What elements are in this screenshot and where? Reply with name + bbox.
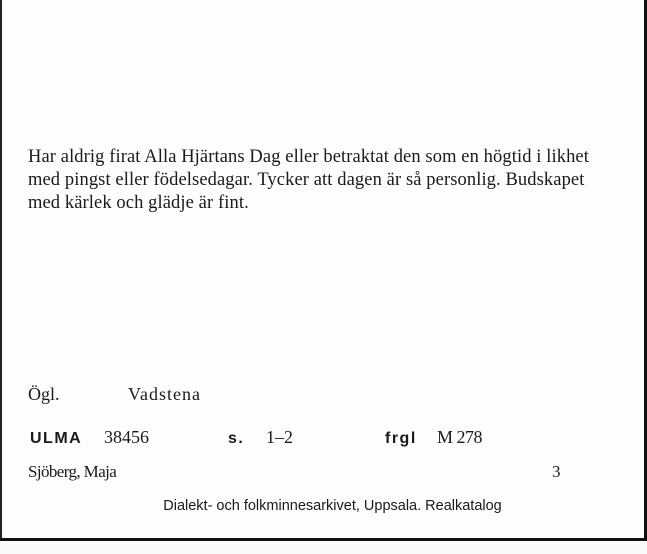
frgl-value: M 278 (437, 427, 483, 447)
archive-footer-text: Dialekt- och folkminnesarkivet, Uppsala. Realkatalog (163, 498, 502, 514)
archive-footer (0, 498, 647, 514)
pages-value: 1–2 (266, 427, 293, 447)
frgl-label: frgl (385, 430, 417, 447)
scan-edge-bottom (0, 538, 647, 554)
ulma-label: ULMA (30, 430, 83, 447)
ulma-number: 38456 (104, 427, 149, 447)
scan-edge-left (0, 0, 2, 554)
card-body-text: Har aldrig firat Alla Hjärtans Dag eller betraktat den som en högtid i likhet med pingst eller födelsedagar. Tycker att dagen är så personlig. Budskapet med kärlek och glädje är fint. (28, 147, 589, 213)
ogl-label: Ögl. (28, 384, 60, 404)
card-number: 3 (552, 462, 561, 481)
pages-label: s. (228, 430, 245, 447)
place-name: Vadstena (128, 384, 201, 404)
author-name: Sjöberg, Maja (28, 462, 117, 481)
